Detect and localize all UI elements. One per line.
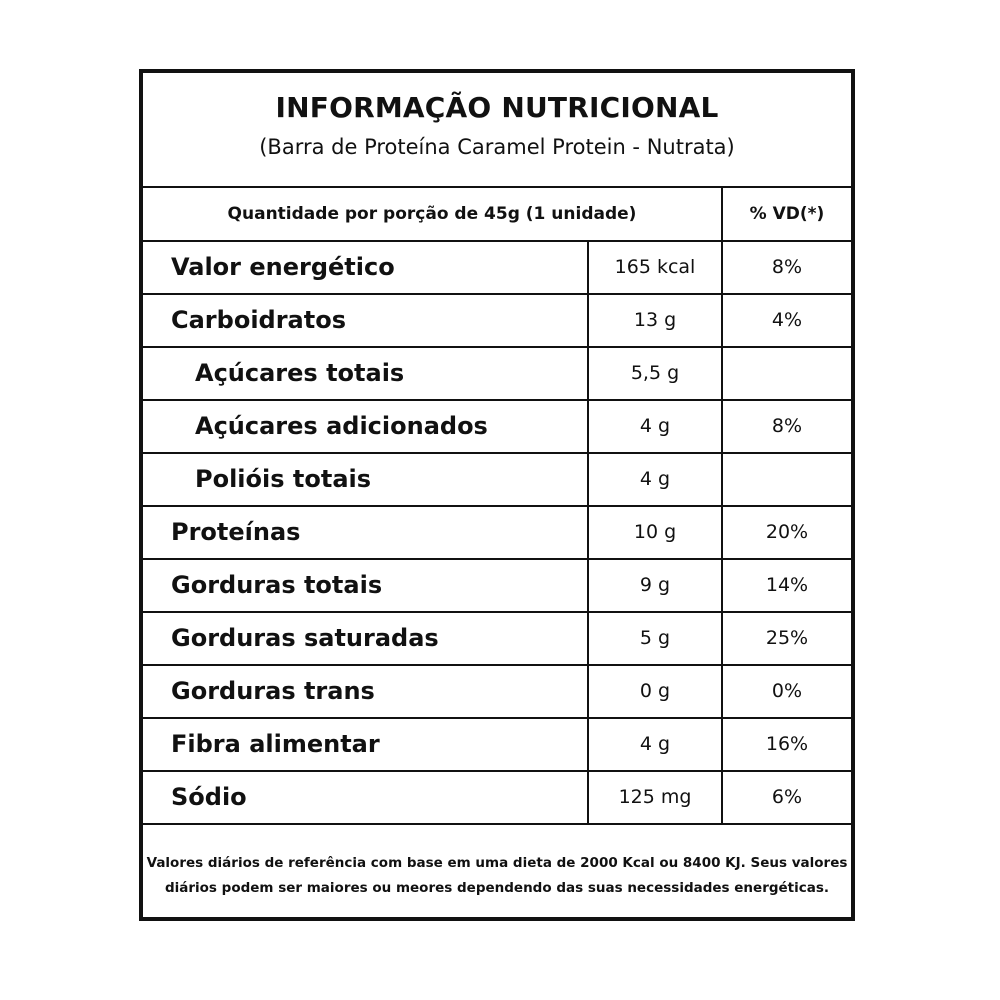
nutrient-daily-value: 4%	[771, 309, 803, 331]
table-row	[143, 560, 851, 613]
nutrient-quantity: 5 g	[589, 613, 723, 664]
table-row	[143, 242, 851, 295]
table-row	[143, 666, 851, 719]
label-title: INFORMAÇÃO NUTRICIONAL	[275, 91, 719, 124]
label-subtitle: (Barra de Proteína Caramel Protein - Nutrata)	[259, 135, 735, 159]
nutrient-daily-value: 0%	[771, 680, 803, 702]
table-row	[143, 613, 851, 666]
header-daily-value: % VD(*)	[749, 204, 825, 224]
table-row	[143, 454, 851, 507]
nutrient-quantity: 165 kcal	[589, 242, 723, 293]
header-serving-quantity: Quantidade por porção de 45g (1 unidade)	[143, 188, 723, 240]
nutrient-daily-value: 6%	[771, 786, 803, 808]
nutrient-name: Polióis totais	[143, 454, 589, 505]
nutrient-name: Valor energético	[143, 242, 589, 293]
nutrition-facts-panel	[139, 69, 855, 921]
nutrient-name: Gorduras saturadas	[143, 613, 589, 664]
nutrient-quantity: 125 mg	[589, 772, 723, 823]
nutrient-quantity: 10 g	[589, 507, 723, 558]
header-row	[143, 188, 851, 242]
nutrient-name: Fibra alimentar	[143, 719, 589, 770]
table-row	[143, 719, 851, 772]
nutrient-name: Gorduras trans	[143, 666, 589, 717]
nutrient-daily-value	[723, 454, 851, 505]
table-row	[143, 295, 851, 348]
table-row	[143, 348, 851, 401]
nutrient-quantity: 4 g	[589, 719, 723, 770]
nutrient-name: Proteínas	[143, 507, 589, 558]
nutrient-quantity: 4 g	[589, 454, 723, 505]
nutrient-quantity: 5,5 g	[589, 348, 723, 399]
nutrient-rows	[143, 242, 851, 825]
footnote-line: diários podem ser maiores ou meores dependendo das suas necessidades energéticas.	[164, 880, 830, 896]
nutrient-quantity: 9 g	[589, 560, 723, 611]
table-row	[143, 507, 851, 560]
nutrient-daily-value: 20%	[765, 521, 809, 543]
nutrient-daily-value	[723, 348, 851, 399]
nutrient-daily-value: 8%	[771, 256, 803, 278]
title-block	[143, 73, 851, 188]
nutrient-daily-value: 25%	[765, 627, 809, 649]
nutrient-name: Sódio	[143, 772, 589, 823]
nutrient-daily-value: 14%	[765, 574, 809, 596]
footnote-line: Valores diários de referência com base em uma dieta de 2000 Kcal ou 8400 KJ. Seus valores	[146, 855, 848, 871]
nutrient-quantity: 13 g	[589, 295, 723, 346]
nutrient-name: Gorduras totais	[143, 560, 589, 611]
nutrient-quantity: 4 g	[589, 401, 723, 452]
footnote	[143, 851, 851, 901]
table-row	[143, 401, 851, 454]
nutrient-name: Açúcares totais	[143, 348, 589, 399]
nutrient-daily-value: 8%	[771, 415, 803, 437]
nutrient-name: Carboidratos	[143, 295, 589, 346]
nutrient-name: Açúcares adicionados	[143, 401, 589, 452]
table-row	[143, 772, 851, 825]
nutrient-daily-value: 16%	[765, 733, 809, 755]
nutrient-quantity: 0 g	[589, 666, 723, 717]
